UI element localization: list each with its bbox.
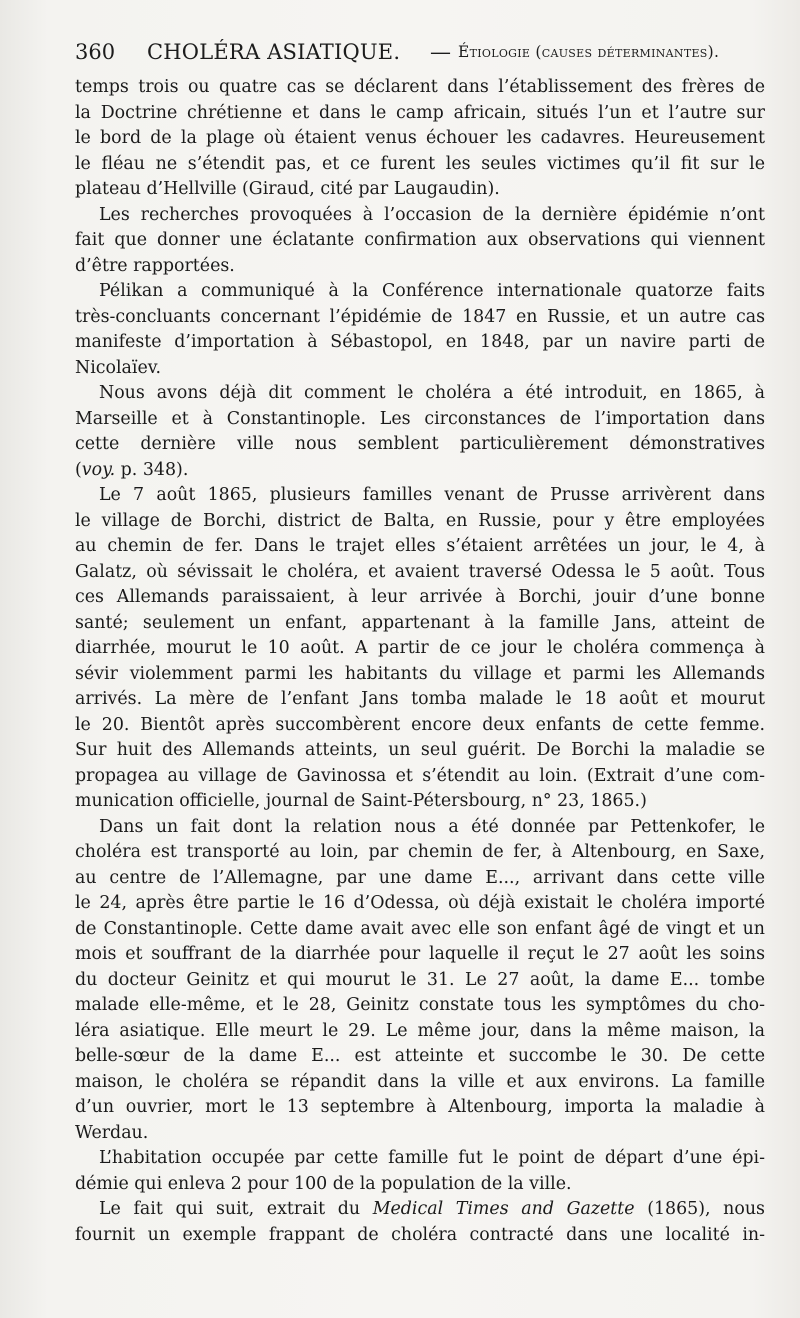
text-line: santé; seulement un enfant, appartenant à la famille Jans, atteint de [75,612,765,633]
text-line: du docteur Geinitz et qui mourut le 31. Le 27 août, la dame E... tombe [75,969,765,990]
text-line: malade elle-même, et le 28, Geinitz constate tous les symptômes du cho- [75,995,765,1015]
text-line: propagea au village de Gavinossa et s’étendit au loin. (Extrait d’une com- [75,765,765,786]
text-line: fournit un exemple frappant de choléra contracté dans une localité in- [75,1224,765,1245]
text-line: très-concluants concernant l’épidémie de 1847 en Russie, et un autre cas [75,306,765,327]
text-line: le fléau ne s’étendit pas, et ce furent les seules victimes qu’il fit sur le [75,153,765,174]
running-subtitle: Étiologie (causes déterminantes). [458,43,720,61]
page-number: 360 [75,40,116,64]
text-line: au chemin de fer. Dans le trajet elles s’étaient arrêtées un jour, le 4, à [75,536,765,556]
text-line: Le 7 août 1865, plusieurs familles venant de Prusse arrivèrent dans [99,485,765,505]
text-line: Marseille et à Constantinople. Les circonstances de l’importation dans [75,408,765,429]
text-line: Pélikan a communiqué à la Conférence internationale quatorze faits [99,281,765,301]
text-line: le bord de la plage où étaient venus échouer les cadavres. Heureusement [75,128,765,148]
text-line: mois et souffrant de la diarrhée pour laquelle il reçut le 27 août les soins [75,944,765,964]
text-line: le village de Borchi, district de Balta, en Russie, pour y être employées [75,510,765,531]
text-line: Les recherches provoquées à l’occasion de la dernière épidémie n’ont [99,204,765,225]
text-line: temps trois ou quatre cas se déclarent dans l’établissement des frères de [75,77,765,97]
text-line: d’un ouvrier, mort le 13 septembre à Altenbourg, importa la maladie à [75,1097,765,1117]
text-line: manifeste d’importation à Sébastopol, en 1848, par un navire parti de [75,332,765,352]
text-line: sévir violemment parmi les habitants du village et parmi les Allemands [75,663,765,684]
text-line: plateau d’Hellville (Giraud, cité par Laugaudin). [75,179,500,199]
text-line: Nicolaïev. [75,357,162,378]
text-line: L’habitation occupée par cette famille fut le point de départ d’une épi- [99,1148,765,1168]
text-line: ces Allemands paraissaient, à leur arrivée à Borchi, jouir d’une bonne [75,587,765,607]
text-line: léra asiatique. Elle meurt le 29. Le même jour, dans la même maison, la [75,1020,765,1041]
text-line: le 24, après être partie le 16 d’Odessa, où déjà existait le choléra importé [75,893,765,913]
text-line: Le fait qui suit, extrait du Medical Times and Gazette (1865), nous [99,1199,765,1219]
text-line: la Doctrine chrétienne et dans le camp africain, situés l’un et l’autre sur [75,102,765,123]
text-line: cette dernière ville nous semblent particulièrement démonstratives [75,434,765,454]
text-line: Galatz, où sévissait le choléra, et avaient traversé Odessa le 5 août. Tous [75,561,765,582]
header-dash: — [430,40,451,64]
text-line: démie qui enleva 2 pour 100 de la population de la ville. [75,1173,572,1194]
text-line: Werdau. [75,1122,149,1143]
text-line: d’être rapportées. [75,255,235,276]
text-line: Dans un fait dont la relation nous a été donnée par Pettenkofer, le [99,816,765,837]
text-line: au centre de l’Allemagne, par une dame E..., arrivant dans cette ville [75,867,765,888]
body-text [75,75,765,1248]
text-line: fait que donner une éclatante confirmation aux observations qui viennent [75,230,765,250]
text-line: le 20. Bientôt après succombèrent encore deux enfants de cette femme. [75,714,765,735]
text-line: de Constantinople. Cette dame avait avec elle son enfant âgé de vingt et un [75,918,765,939]
running-header [75,40,765,68]
text-line: maison, le choléra se répandit dans la ville et aux environs. La famille [75,1071,765,1092]
running-title: CHOLÉRA ASIATIQUE. [147,40,401,64]
text-line: belle-sœur de la dame E... est atteinte et succombe le 30. De cette [75,1046,765,1066]
text-line: (voy. p. 348). [75,459,189,480]
text-line: choléra est transporté au loin, par chemin de fer, à Altenbourg, en Saxe, [75,842,765,862]
text-line: Nous avons déjà dit comment le choléra a été introduit, en 1865, à [99,383,765,403]
text-line: Sur huit des Allemands atteints, un seul guérit. De Borchi la maladie se [75,740,765,760]
text-line: arrivés. La mère de l’enfant Jans tomba malade le 18 août et mourut [75,689,765,709]
text-line: munication officielle, journal de Saint-Pétersbourg, n° 23, 1865.) [75,791,647,811]
text-line: diarrhée, mourut le 10 août. A partir de ce jour le choléra commença à [75,638,765,658]
